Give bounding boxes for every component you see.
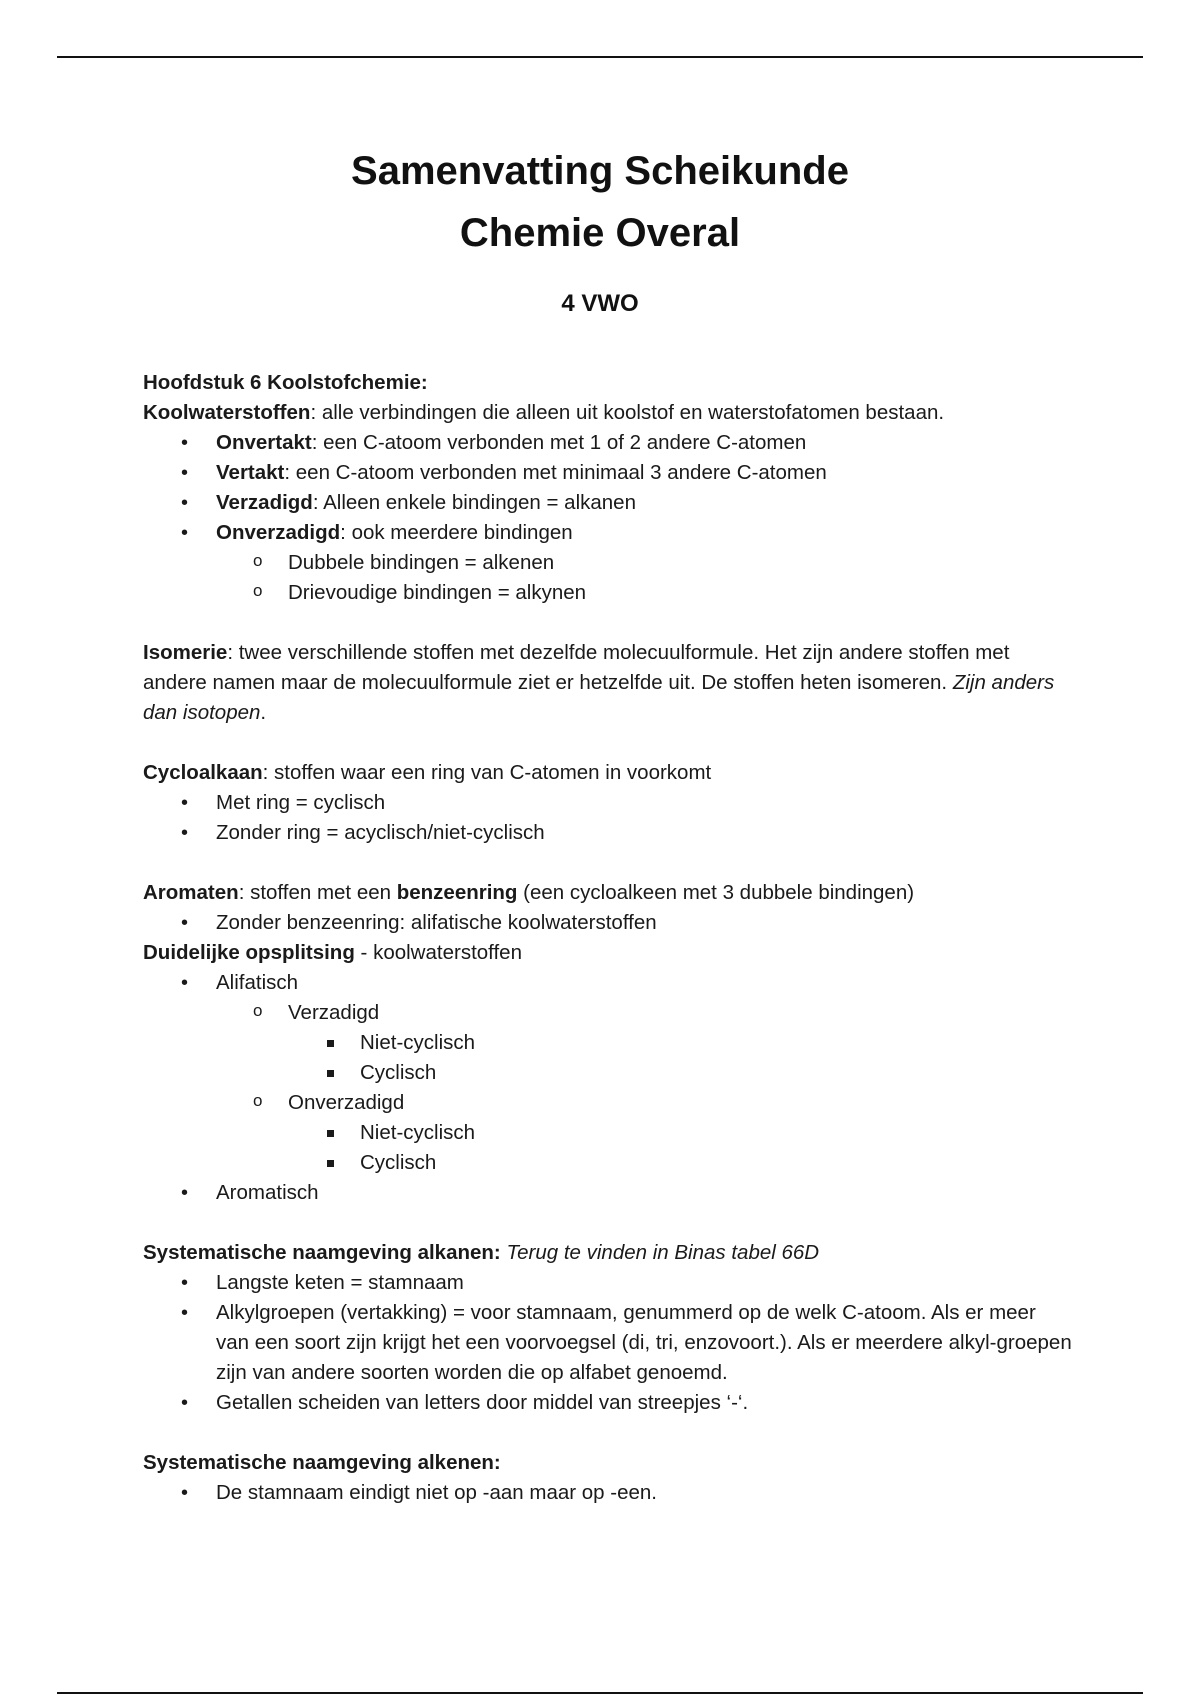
list-item: • Vertakt: een C-atoom verbonden met minimaal 3 andere C-atomen: [143, 458, 1073, 488]
list-item: • De stamnaam eindigt niet op -aan maar op -een.: [143, 1478, 1073, 1508]
alkanen-heading: Systematische naamgeving alkanen: Terug te vinden in Binas tabel 66D: [143, 1241, 820, 1264]
opsplitsing-tree: [143, 968, 1073, 1208]
sub-sublist-item: Cyclisch: [143, 1058, 1073, 1088]
list-item: • Onverzadigd: ook meerdere bindingen o Dubbele bindingen = alkenen o Drievoudige bindingen = alkynen: [143, 518, 1073, 608]
list-item: • Getallen scheiden van letters door middel van streepjes ‘-‘.: [143, 1388, 1073, 1418]
alifatisch-sublist: [216, 998, 1073, 1178]
isomerie-paragraph: Isomerie: twee verschillende stoffen met dezelfde molecuulformule. Het zijn andere stoffen met andere namen maar de molecuulformule ziet er hetzelfde uit. De stoffen heten isomeren. Zijn anders dan isotopen.: [143, 641, 1055, 724]
list-item: • Alifatisch o Verzadigd Niet-cyclisch Cyclisch o Onverzadigd Niet-cyclisch Cyclisch: [143, 968, 1073, 1178]
aromaten-definition: Aromaten: stoffen met een benzeenring (een cycloalkeen met 3 dubbele bindingen): [143, 881, 915, 904]
sub-sublist-item: Niet-cyclisch: [143, 1028, 1073, 1058]
koolwaterstoffen-definition: Koolwaterstoffen: alle verbindingen die alleen uit koolstof en waterstofatomen bestaan.: [143, 401, 945, 424]
verzadigd-sublist: [288, 1028, 1073, 1088]
sublist-item: o Onverzadigd Niet-cyclisch Cyclisch: [143, 1088, 1073, 1178]
aromaten-list: [143, 908, 1073, 938]
koolwaterstoffen-list: [143, 428, 1073, 608]
sublist-item: o Dubbele bindingen = alkenen: [143, 548, 1073, 578]
document-title: [0, 140, 1200, 264]
title-block: [0, 140, 1200, 318]
title-line-1: Samenvatting Scheikunde: [351, 149, 849, 193]
alkenen-list: [143, 1478, 1073, 1508]
list-item: • Alkylgroepen (vertakking) = voor stamnaam, genummerd op de welk C-atoom. Als er meer van een soort zijn krijgt het een voorvoegsel (di, tri, enzovoort.). Als er meerdere alkyl-groepen zijn van andere soorten worden die op alfabet genoemd.: [143, 1298, 1073, 1388]
sub-sublist-item: Cyclisch: [143, 1148, 1073, 1178]
chapter-heading: Hoofdstuk 6 Koolstofchemie:: [143, 371, 428, 394]
list-item: • Onvertakt: een C-atoom verbonden met 1 of 2 andere C-atomen: [143, 428, 1073, 458]
list-item: • Verzadigd: Alleen enkele bindingen = alkanen: [143, 488, 1073, 518]
title-line-2: Chemie Overal: [459, 211, 741, 255]
list-item: • Zonder benzeenring: alifatische koolwaterstoffen: [143, 908, 1073, 938]
cycloalkaan-list: [143, 788, 1073, 848]
sub-sublist-item: Niet-cyclisch: [143, 1118, 1073, 1148]
onverzadigd-sublist: [216, 548, 1073, 608]
sublist-item: o Verzadigd Niet-cyclisch Cyclisch: [143, 998, 1073, 1088]
bottom-rule: [57, 1692, 1143, 1694]
opsplitsing-heading: Duidelijke opsplitsing - koolwaterstoffen: [143, 941, 522, 964]
top-rule: [57, 56, 1143, 58]
document-body: [143, 368, 1073, 1508]
alkanen-list: [143, 1268, 1073, 1418]
list-item: • Aromatisch: [143, 1178, 1073, 1208]
list-item: • Langste keten = stamnaam: [143, 1268, 1073, 1298]
onverzadigd-sub-sublist: [288, 1118, 1073, 1178]
list-item: • Met ring = cyclisch: [143, 788, 1073, 818]
cycloalkaan-definition: Cycloalkaan: stoffen waar een ring van C-atomen in voorkomt: [143, 761, 712, 784]
sublist-item: o Drievoudige bindingen = alkynen: [143, 578, 1073, 608]
level-label: 4 VWO: [561, 290, 639, 317]
list-item: • Zonder ring = acyclisch/niet-cyclisch: [143, 818, 1073, 848]
alkenen-heading: Systematische naamgeving alkenen:: [143, 1451, 501, 1474]
